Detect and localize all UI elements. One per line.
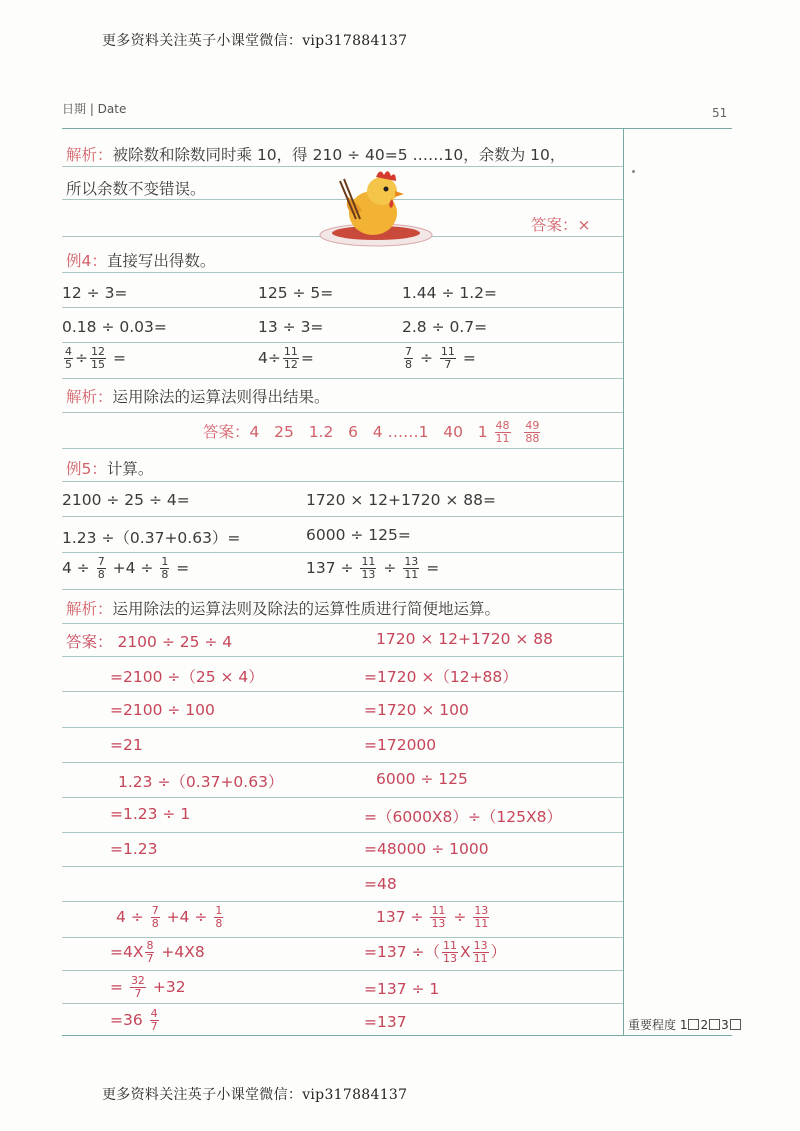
solution-step: =21 [110,736,143,754]
solution-step: 137 ÷ $\frac{11}{13}$ ÷ $\frac{13}{11}$ [376,904,489,930]
ruled-line [62,412,623,413]
ruled-line [62,481,623,482]
example-4-heading [66,249,215,271]
solution-step: =1720 × 100 [364,701,469,719]
fraction: $\frac{13}{11}$ [474,904,489,930]
fraction: $\frac{8}{7}$ [146,939,154,965]
solution-step: =48 [364,875,397,893]
checkbox-level-1[interactable] [688,1019,699,1030]
ex5-q5: 4 ÷ $\frac{7}{8}$ +4 ÷ $\frac{1}{8}$ = [62,555,190,581]
ex5-q6: 137 ÷ $\frac{11}{13}$ ÷ $\frac{13}{11}$ = [306,555,440,581]
ex5-q2: 1720 × 12+1720 × 88= [306,491,496,509]
fraction: $\frac{4}{7}$ [150,1007,158,1033]
answer-2: 答案：4 25 1.2 6 4 ……1 40 1 $\frac{48}{11}$ $\frac{49}{88}$ [203,419,540,445]
fraction: $\frac{12}{15}$ [91,345,105,371]
watermark-bottom: 更多资料关注英子小课堂微信：vip317884137 [102,1087,408,1103]
ruled-line [62,727,623,728]
ruled-line [62,656,623,657]
solution-step: =（6000X8）÷（125X8） [364,808,562,826]
ex4-item-2: 125 ÷ 5= [258,284,334,302]
fraction: $\frac{11}{12}$ [283,345,298,371]
solution-step: = $\frac{32}{7}$ +32 [110,974,186,1000]
ruled-line [62,552,623,553]
watermark-top: 更多资料关注英子小课堂微信：vip317884137 [102,33,408,49]
fraction: $\frac{32}{7}$ [130,974,145,1000]
ruled-line [62,307,623,308]
solution-row-1-left: 答案： 2100 ÷ 25 ÷ 4 [66,633,233,651]
ruled-line [62,970,623,971]
ruled-line [62,1003,623,1004]
example-5-heading [66,457,153,479]
ruled-line [62,342,623,343]
example-label: 例4： [66,252,107,270]
solution-step: =137 ÷ 1 [364,980,440,998]
ex4-frac-item-2: 4÷ $\frac{11}{12}$ = [258,345,314,371]
ex5-q1: 2100 ÷ 25 ÷ 4= [62,491,190,509]
fraction: $\frac{4}{5}$ [65,345,72,371]
fraction: $\frac{11}{7}$ [440,345,455,371]
ruled-line [62,272,623,273]
solution-row-1-right: 1720 × 12+1720 × 88 [376,630,554,648]
importance-label: 重要程度 [628,1018,677,1032]
ruled-line [62,378,623,379]
fraction: $\frac{13}{11}$ [473,939,488,965]
ruled-line [62,866,623,867]
date-label: 日期 | Date [62,102,127,116]
fraction: $\frac{11}{13}$ [361,555,376,581]
analysis-label: 解析： [66,600,113,618]
rooster-illustration [318,163,436,249]
checkbox-level-3[interactable] [730,1019,741,1030]
fraction: $\frac{13}{11}$ [404,555,419,581]
answer-1 [531,213,591,235]
ex4-item-4: 0.18 ÷ 0.03= [62,318,167,336]
ruled-line [62,832,623,833]
ex4-frac-item-1: $\frac{4}{5}$ ÷ $\frac{12}{15}$ = [65,345,126,371]
ruled-line [62,516,623,517]
analysis-3 [66,597,500,619]
ex4-frac-item-3: $\frac{7}{8}$ ÷ $\frac{11}{7}$ = [405,345,476,371]
ruled-line [62,623,623,624]
analysis-1 [66,143,565,165]
fraction: $\frac{1}{8}$ [215,904,223,930]
solution-step: =172000 [364,736,437,754]
ruled-line [62,762,623,763]
ruled-line [62,901,623,902]
solution-step: =1.23 [110,840,158,858]
ex5-q4: 6000 ÷ 125= [306,526,411,544]
analysis-label: 解析： [66,388,113,406]
fraction: $\frac{7}{8}$ [97,555,105,581]
solution-step: =137 ÷（ $\frac{11}{13}$ X $\frac{13}{11}$ ） [364,939,507,965]
solution-step: =2100 ÷（25 × 4） [110,668,264,686]
solution-step: =1.23 ÷ 1 [110,805,191,823]
example-text: 计算。 [106,460,154,478]
solution-step: =48000 ÷ 1000 [364,840,489,858]
example-label: 例5： [66,460,107,478]
analysis-1-line2: 所以余数不变错误。 [66,180,206,198]
fraction: $\frac{11}{13}$ [443,939,457,965]
ruled-line [62,448,623,449]
answer-label: 答案： [203,423,250,441]
ex4-item-3: 1.44 ÷ 1.2= [402,284,497,302]
fraction: $\frac{7}{8}$ [151,904,159,930]
margin-dot [632,170,635,173]
fraction: $\frac{49}{88}$ [525,419,540,445]
solution-step: =2100 ÷ 100 [110,701,215,719]
ruled-line [62,797,623,798]
analysis-text: 运用除法的运算法则及除法的运算性质进行简便地运算。 [112,600,501,618]
analysis-text: 被除数和除数同时乘 10，得 210 ÷ 40=5 ……10，余数为 10， [112,146,566,164]
ex4-item-1: 12 ÷ 3= [62,284,128,302]
ex5-q3: 1.23 ÷（0.37+0.63）= [62,529,241,547]
ruled-line [62,937,623,938]
ex4-item-6: 2.8 ÷ 0.7= [402,318,488,336]
solution-step: =1720 ×（12+88） [364,668,518,686]
answer-value: × [577,216,591,234]
solution-step: =36 $\frac{4}{7}$ [110,1007,158,1033]
analysis-label: 解析： [66,146,113,164]
fraction: $\frac{1}{8}$ [161,555,169,581]
solution-step: 4 ÷ $\frac{7}{8}$ +4 ÷ $\frac{1}{8}$ [116,904,223,930]
margin-line [623,128,624,1036]
frame-bottom-line [62,1035,732,1036]
ruled-line [62,691,623,692]
page-number: 51 [712,106,728,120]
fraction: $\frac{7}{8}$ [405,345,412,371]
example-text: 直接写出得数。 [106,252,216,270]
solution-step: =137 [364,1013,407,1031]
checkbox-level-2[interactable] [709,1019,720,1030]
fraction: $\frac{48}{11}$ [495,419,510,445]
ruled-line [62,589,623,590]
analysis-2 [66,385,330,407]
solution-step: 1.23 ÷（0.37+0.63） [118,773,284,791]
importance-rating: 重要程度 1 2 3 [628,1016,742,1033]
frame-top-line [62,128,732,129]
answer-label: 答案： [66,633,113,651]
solution-step: 6000 ÷ 125 [376,770,468,788]
solution-step: =4X $\frac{8}{7}$ +4X8 [110,939,205,965]
analysis-text: 运用除法的运算法则得出结果。 [112,388,330,406]
fraction: $\frac{11}{13}$ [431,904,446,930]
ex4-item-5: 13 ÷ 3= [258,318,324,336]
answer-label: 答案： [531,216,578,234]
